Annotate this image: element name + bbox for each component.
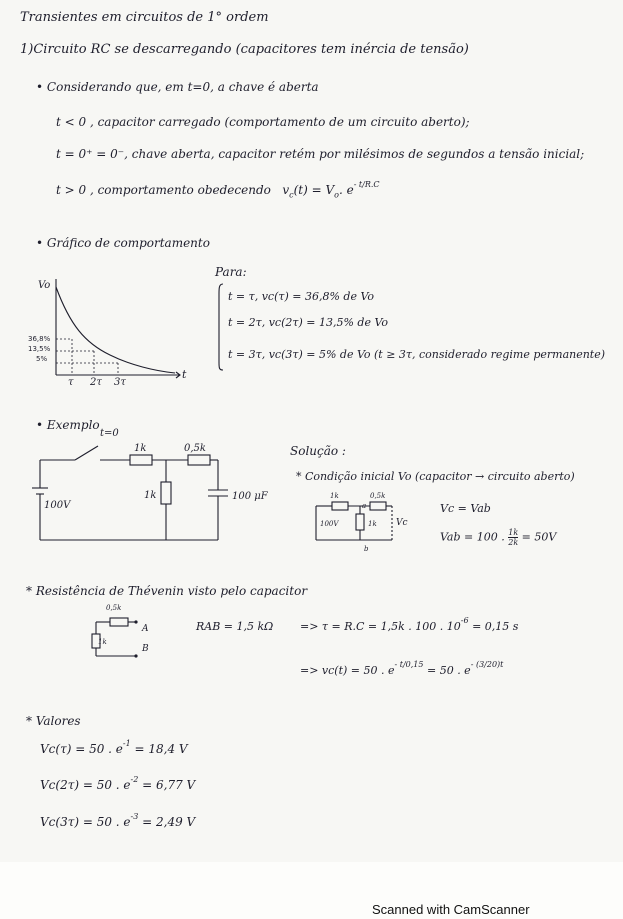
- values-heading: * Valores: [26, 714, 81, 728]
- example-bullet: • Exemplo: [36, 418, 100, 432]
- graph-para: Para:: [215, 265, 247, 279]
- source-label: 100V: [44, 500, 71, 511]
- bullet-considering: • Considerando que, em t=0, a chave é aberta: [36, 80, 319, 94]
- solution-heading: Solução :: [290, 444, 346, 458]
- graph-bullet: • Gráfico de comportamento: [36, 236, 210, 250]
- tau-calc: => τ = R.C = 1,5k . 100 . $10^{-6} = 0,15$ s: [300, 616, 519, 633]
- small-r2-label: 0,5k: [370, 492, 386, 500]
- scanner-watermark: Scanned with CamScanner: [372, 902, 530, 917]
- section-heading: 1)Circuito RC se descarregando (capacitores tem inércia de tensão): [20, 42, 469, 57]
- switch-label: t=0: [100, 428, 119, 439]
- small-r3-label: 1k: [368, 520, 377, 528]
- thevenin-heading: * Resistência de Thévenin visto pelo capacitor: [26, 584, 308, 598]
- cap-label: 100 μF: [232, 491, 268, 502]
- graph-x-label: t: [182, 368, 187, 381]
- thev-r-top: 0,5k: [106, 604, 122, 612]
- case-t-positive: t > 0 , comportamento obedecendo $v_c(t) = V_o$. $e^{- t/R.C}$: [56, 180, 380, 200]
- graph-tick-x2: 2τ: [90, 377, 102, 388]
- rab-value: RAB = 1,5 kΩ: [196, 620, 274, 633]
- graph-line-2tau: t = 2τ, vc(2τ) = 13,5% de Vo: [228, 316, 389, 329]
- resistor-1k: [130, 455, 152, 465]
- value-tau: Vc(τ) = 50 . $e^{-1} = 18,4$ V: [40, 739, 188, 756]
- thev-node-b: B: [142, 644, 149, 654]
- r2-label: 0,5k: [184, 443, 206, 454]
- value-3tau: Vc(3τ) = 50 . $e^{-3} = 2,49$ V: [40, 812, 196, 829]
- r1-label: 1k: [134, 443, 147, 454]
- discharge-graph: [30, 275, 230, 385]
- case-t-negative: t < 0 , capacitor carregado (comportamento de um circuito aberto);: [56, 115, 470, 129]
- resistor-1k-vertical: [161, 482, 171, 504]
- small-r1-label: 1k: [330, 492, 339, 500]
- graph-y-label: Vo: [38, 280, 51, 291]
- small-vc-label: Vc: [396, 518, 408, 528]
- discharge-formula: $v_c(t) = V_o$. $e^{- t/R.C}$: [282, 180, 380, 200]
- r3-label: 1k: [144, 490, 157, 501]
- graph-tick-y2: 13,5%: [28, 345, 51, 353]
- brace: [217, 282, 227, 372]
- eq-vc-vab: Vc = Vab: [440, 502, 491, 515]
- small-node-b: b: [364, 545, 369, 553]
- small-source-label: 100V: [320, 520, 339, 528]
- case-t-zero: t = 0⁺ = 0⁻, chave aberta, capacitor retém por milésimos de segundos a tensão inicial;: [56, 147, 585, 161]
- thevenin-circuit: [88, 612, 148, 662]
- graph-line-3tau: t = 3τ, vc(3τ) = 5% de Vo (t ≥ 3τ, considerado regime permanente): [228, 348, 606, 361]
- value-2tau: Vc(2τ) = 50 . $e^{-2} = 6,77$ V: [40, 775, 196, 792]
- eq-vab: Vab = 100 . $\frac{1k}{2k}$ = 50V: [440, 528, 557, 547]
- small-node-a: a: [362, 502, 367, 510]
- vc-expression: => vc(t) = 50 . $e^{- t/0,15} = 50$ . $e^{- (3/20)t}$: [300, 660, 504, 677]
- page-title: Transientes em circuitos de 1° ordem: [20, 10, 269, 25]
- graph-tick-x3: 3τ: [114, 377, 126, 388]
- thev-node-a: A: [142, 624, 149, 634]
- initial-condition: * Condição inicial Vo (capacitor → circuito aberto): [296, 470, 575, 483]
- graph-tick-y1: 36,8%: [28, 335, 51, 343]
- graph-tick-y3: 5%: [36, 355, 48, 363]
- graph-line-tau: t = τ, vc(τ) = 36,8% de Vo: [228, 290, 375, 303]
- graph-tick-x1: τ: [68, 377, 74, 388]
- thev-r-left: 1k: [98, 638, 107, 646]
- decay-curve: [56, 287, 175, 373]
- resistor-0-5k: [188, 455, 210, 465]
